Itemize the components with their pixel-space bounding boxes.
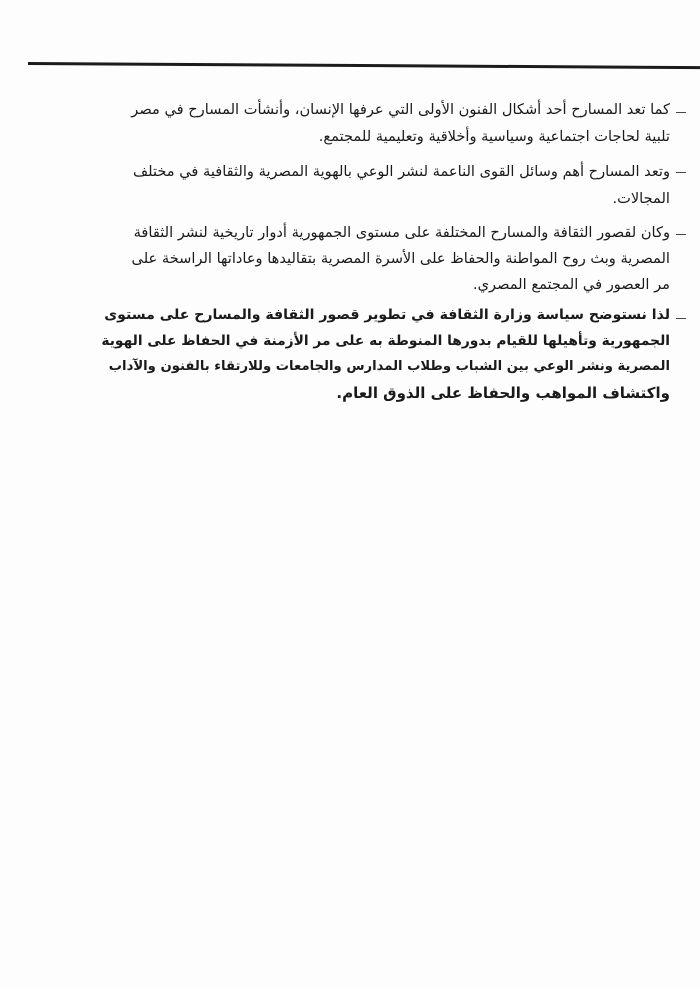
top-horizontal-rule bbox=[28, 62, 700, 69]
paragraph-2 bbox=[104, 158, 670, 212]
paragraph-line: الجمهورية وتأهيلها للقيام بدورها المنوطة به على مر الأزمنة في الحفاظ على الهوية bbox=[101, 333, 670, 349]
bullet-dash bbox=[676, 112, 686, 113]
paragraph-line: مر العصور في المجتمع المصري. bbox=[472, 276, 670, 293]
bullet-dash bbox=[676, 172, 686, 173]
paragraph-line: المصرية وبث روح المواطنة والحفاظ على الأسرة المصرية بتقاليدها وعاداتها الراسخة على bbox=[131, 250, 670, 267]
paragraph-3 bbox=[104, 220, 670, 298]
paragraph-4-bold bbox=[100, 302, 670, 406]
paragraph-line: المجالات. bbox=[612, 190, 670, 207]
paragraph-1 bbox=[104, 96, 670, 150]
paragraph-line: المصرية ونشر الوعي بين الشباب وطلاب المدارس والجامعات وللارتقاء بالفنون والآداب bbox=[108, 359, 670, 374]
paragraph-line: وتعد المسارح أهم وسائل القوى الناعمة لنشر الوعي بالهوية المصرية والثقافية في مختلف bbox=[133, 163, 670, 180]
paragraph-line: تلبية لحاجات اجتماعية وسياسية وأخلاقية وتعليمية للمجتمع. bbox=[318, 128, 670, 145]
bullet-dash bbox=[676, 318, 686, 319]
paragraph-line: واكتشاف المواهب والحفاظ على الذوق العام. bbox=[336, 384, 670, 402]
bullet-dash bbox=[676, 234, 686, 235]
paragraph-line: وكان لقصور الثقافة والمسارح المختلفة على مستوى الجمهورية أدوار تاريخية لنشر الثقافة bbox=[133, 224, 670, 241]
paragraph-line: كما تعد المسارح أحد أشكال الفنون الأولى التي عرفها الإنسان، وأنشأت المسارح في مصر bbox=[131, 101, 670, 118]
paragraph-line: لذا نستوضح سياسة وزارة الثقافة في تطوير قصور الثقافة والمسارح على مستوى bbox=[104, 307, 670, 323]
